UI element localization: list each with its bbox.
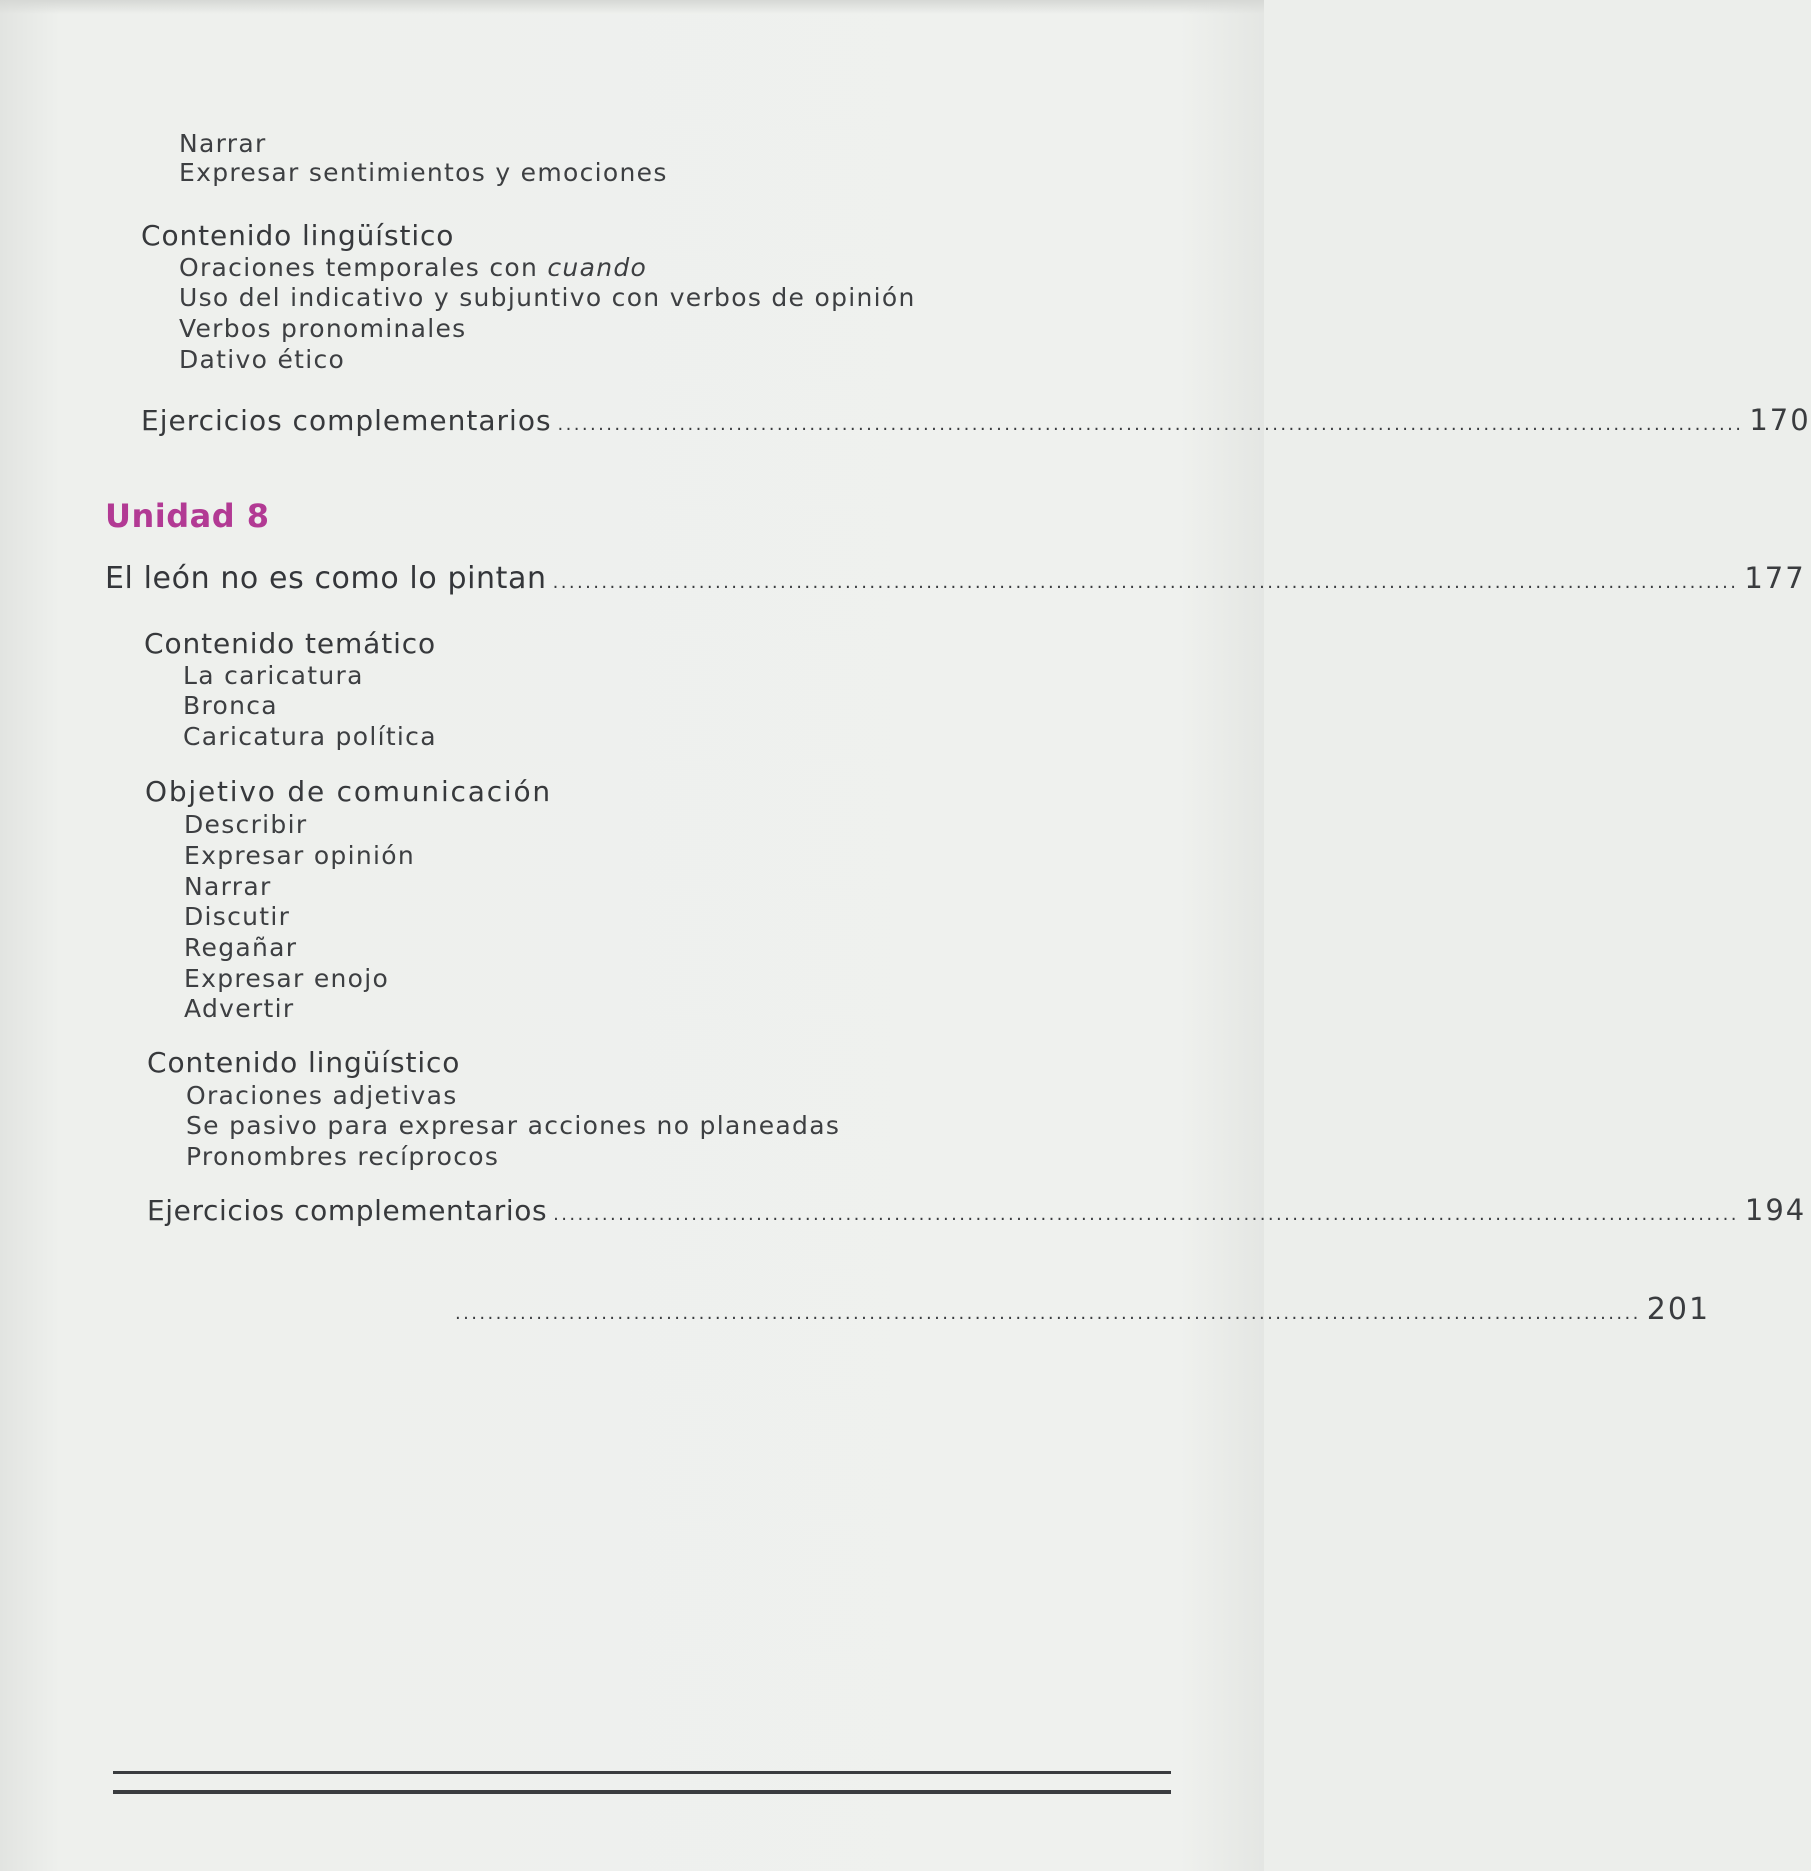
section-heading-linguistico: Contenido lingüístico [141, 219, 455, 252]
list-item: Expresar sentimientos y emociones [179, 158, 668, 187]
toc-entry-lesson[interactable] [105, 561, 1806, 596]
list-item: Bronca [183, 691, 278, 720]
list-item: Uso del indicativo y subjuntivo con verbos de opinión [179, 283, 916, 312]
toc-page-number: 201 [1646, 1292, 1711, 1327]
toc-entry-label: Ejercicios complementarios [141, 404, 552, 437]
list-item: La caricatura [183, 661, 364, 690]
leader-dots: .................................................................................................................................................. [557, 414, 1744, 435]
footer-rule-top [113, 1771, 1171, 1774]
unit-title: Unidad 8 [105, 497, 270, 535]
list-item: Dativo ético [179, 345, 346, 374]
lesson-title: El león no es como lo pintan [105, 561, 547, 596]
list-item [179, 253, 647, 282]
list-item: Se pasivo para expresar acciones no planeadas [186, 1111, 841, 1140]
toc-page-number: 170 [1749, 403, 1811, 437]
list-item-text: Oraciones temporales con [179, 253, 548, 282]
list-item: Pronombres recíprocos [186, 1142, 500, 1171]
list-item: Narrar [179, 129, 267, 158]
list-item: Expresar opinión [184, 841, 415, 870]
list-item-italic: cuando [547, 253, 648, 282]
list-item: Discutir [184, 902, 291, 931]
section-heading-objetivo: Objetivo de comunicación [145, 775, 552, 808]
section-heading-linguistico: Contenido lingüístico [147, 1046, 461, 1079]
list-item: Regañar [184, 933, 298, 962]
toc-entry-label: Ejercicios complementarios [147, 1194, 548, 1227]
list-item: Advertir [184, 994, 295, 1023]
list-item: Oraciones adjetivas [186, 1081, 458, 1110]
list-item: Expresar enojo [184, 964, 390, 993]
toc-entry-ejercicios[interactable] [141, 403, 1811, 437]
list-item: Narrar [184, 872, 272, 901]
toc-page-number: 177 [1744, 561, 1806, 595]
toc-entry-last[interactable] [455, 1292, 1711, 1327]
toc-page-number: 194 [1744, 1193, 1807, 1227]
list-item: Describir [184, 810, 308, 839]
footer-rule-bottom [113, 1790, 1171, 1794]
leader-dots: .................................................................................................................................................. [553, 1204, 1739, 1225]
list-item: Caricatura política [183, 722, 437, 751]
toc-entry-ejercicios[interactable] [147, 1193, 1807, 1227]
leader-dots: .................................................................................................................................................. [552, 572, 1739, 593]
leader-dots: .................................................................................................................................................. [455, 1303, 1641, 1324]
section-heading-tematico: Contenido temático [144, 627, 437, 660]
page-top-shadow [0, 0, 1264, 14]
list-item: Verbos pronominales [179, 314, 467, 343]
